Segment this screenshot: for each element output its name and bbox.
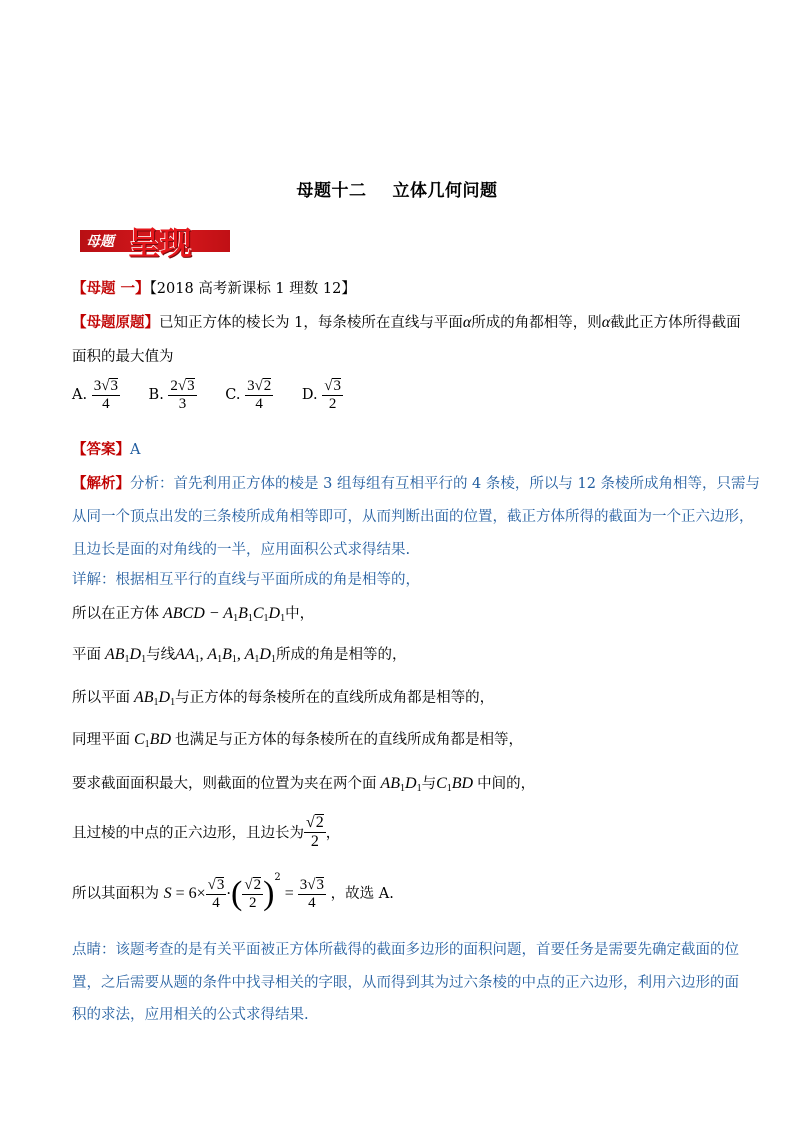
problem-line-2 bbox=[72, 345, 174, 366]
banner-big-text: 呈现 bbox=[128, 224, 193, 262]
detail5b: 也满足与正方体的每条棱所在的直线所成角都是相等， bbox=[175, 732, 523, 748]
detail-line-6 bbox=[72, 772, 535, 794]
analysis-tag: 【解析】 bbox=[72, 475, 130, 492]
comment-line-3: 积的求法，应用相关的公式求得结果. bbox=[72, 1007, 309, 1023]
option-a bbox=[72, 378, 120, 412]
problem-text3: 截此正方体所得截面 bbox=[610, 315, 741, 331]
lines-expression: $AA_1$, $A_1B_1$, $A_1D_1$ bbox=[175, 646, 276, 665]
option-c-label: C. bbox=[225, 387, 241, 403]
comment-line-2: 置，之后需要从题的条件中找寻相关的字眼，从而得到其为过六条棱的中点的正六边形，利用六边形的面 bbox=[72, 975, 739, 991]
problem-text1: 已知正方体的棱长为 1，每条棱所在直线与平面 bbox=[159, 315, 463, 331]
option-d-fraction: $\frac{√3}{2}$ bbox=[324, 378, 341, 412]
title-part2: 立体几何问题 bbox=[392, 181, 498, 201]
option-b-label: B. bbox=[148, 387, 164, 403]
answer-tag: 【答案】 bbox=[72, 441, 130, 458]
problem-text2: 所成的角都相等，则 bbox=[471, 315, 602, 331]
title-part1: 母题十二 bbox=[296, 181, 367, 201]
page-title bbox=[0, 176, 794, 201]
plane-ab1d1-3: $AB_1D_1$ bbox=[376, 775, 422, 794]
detail3a: 平面 bbox=[72, 647, 101, 663]
plane-c1bd-2: $C_1BD$ bbox=[436, 775, 478, 794]
analysis-line-2: 从同一个顶点出发的三条棱所成角相等即可，从而判断出面的位置，截正方体所得的截面为一个正六边形， bbox=[72, 509, 754, 525]
comment-line-1: 点睛：该题考查的是有关平面被正方体所截得的截面多边形的面积问题，首要任务是需要先确定截面的位 bbox=[72, 942, 739, 958]
cube-expression: ABCD − $A_1B_1C_1D_1$ bbox=[159, 605, 286, 624]
answer-value: A bbox=[130, 442, 141, 458]
side-length-fraction: $\frac{√2}{2}$ bbox=[306, 814, 324, 850]
alpha-symbol-2: α bbox=[601, 314, 611, 331]
detail-line-3 bbox=[72, 643, 406, 665]
option-b bbox=[149, 378, 197, 412]
detail7b: ， bbox=[325, 825, 341, 842]
analysis-line-3: 且边长是面的对角线的一半，应用面积公式求得结果. bbox=[72, 542, 411, 558]
source-line bbox=[72, 277, 356, 298]
option-a-label: A. bbox=[72, 387, 88, 403]
banner-small-text: 母题 bbox=[86, 234, 114, 250]
problem-line-1 bbox=[72, 311, 741, 332]
option-d bbox=[302, 378, 343, 412]
detail-line-4 bbox=[72, 686, 494, 708]
option-d-label: D. bbox=[301, 387, 318, 403]
detail-line-8 bbox=[72, 872, 394, 913]
source-tag: 【母题 一】 bbox=[72, 280, 150, 297]
plane-ab1d1-2: $AB_1D_1$ bbox=[130, 689, 176, 708]
analysis-text1: 分析：首先利用正方体的棱是 3 组每组有互相平行的 4 条棱，所以与 12 条棱所成角相等，只需与 bbox=[130, 476, 761, 492]
problem-text4: 面积的最大值为 bbox=[72, 349, 174, 365]
analysis-line-1 bbox=[72, 472, 760, 493]
plane-ab1d1: $AB_1D_1$ bbox=[101, 646, 147, 665]
option-a-fraction: $\frac{3√3}{4}$ bbox=[93, 378, 118, 412]
answer-line bbox=[72, 438, 140, 459]
option-c bbox=[225, 378, 273, 412]
detail4b: 与正方体的每条棱所在的直线所成角都是相等的， bbox=[175, 690, 495, 706]
section-banner bbox=[80, 222, 230, 262]
detail6a: 要求截面面积最大，则截面的位置为夹在两个面 bbox=[72, 776, 377, 792]
alpha-symbol: α bbox=[462, 314, 472, 331]
detail4a: 所以平面 bbox=[72, 690, 130, 706]
area-formula: S = 6× $\frac{√3}{4}$ ·( $\frac{√2}{2}$ )$^2$ = $\frac{3√3}{4}$ bbox=[163, 872, 325, 912]
problem-tag: 【母题原题】 bbox=[72, 314, 159, 331]
detail6c: 中间的， bbox=[477, 776, 536, 792]
detail5a: 同理平面 bbox=[72, 732, 130, 748]
detail-line-5 bbox=[72, 728, 523, 750]
detail7a: 且过棱的中点的正六边形，且边长为 bbox=[72, 825, 304, 842]
option-c-fraction: $\frac{3√2}{4}$ bbox=[247, 378, 272, 412]
detail3b: 与线 bbox=[146, 647, 176, 663]
option-b-fraction: $\frac{2√3}{3}$ bbox=[170, 378, 195, 412]
detail8a: 所以其面积为 bbox=[72, 886, 159, 902]
detail6b: 与 bbox=[421, 776, 437, 792]
detail-line-1: 详解：根据相互平行的直线与平面所成的角是相等的， bbox=[72, 572, 420, 588]
plane-c1bd: $C_1BD$ bbox=[130, 731, 175, 750]
detail8b: ，故选 A. bbox=[330, 886, 394, 902]
source-ref: 【2018 高考新课标 1 理数 12】 bbox=[149, 281, 356, 297]
detail-line-7 bbox=[72, 814, 340, 850]
detail2b: 中， bbox=[285, 606, 315, 622]
options-row bbox=[72, 378, 343, 412]
detail2a: 所以在正方体 bbox=[72, 606, 159, 622]
detail-line-2 bbox=[72, 602, 314, 624]
detail3c: 所成的角是相等的， bbox=[275, 647, 407, 663]
